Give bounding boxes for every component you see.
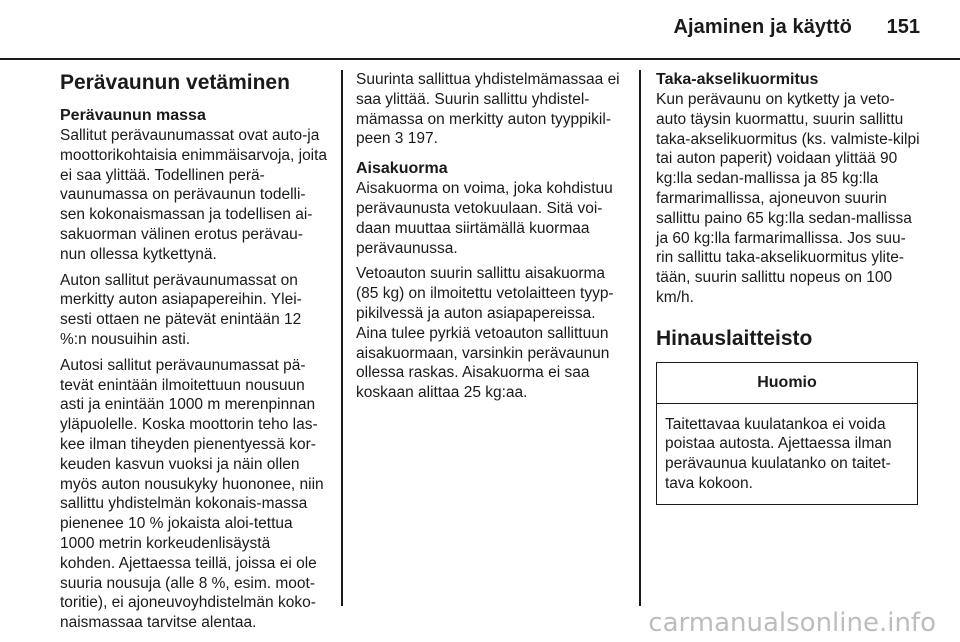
paragraph: Suurinta sallittua yhdistelmämassaa ei saa ylittää. Suurin sallittu yhdistel-mämassa on merkitty auton tyyppikil-peen 3 197. xyxy=(356,71,620,148)
column-2 xyxy=(356,70,626,409)
section-title-trailer-towing: Perävaunun vetäminen xyxy=(60,71,290,94)
paragraph: Sallitut perävaunumassat ovat auto-ja moottorikohtaisia enimmäisarvoja, joita ei saa ylittää. Todellinen perä-vaunumassa on perävaunun todelli-sen kokonaismassan ja todellisen ai-sakuorman välinen erotus perävau-nun ollessa kytkettynä. xyxy=(60,127,328,263)
note-box xyxy=(656,362,918,505)
subheading-trailer-weight: Perävaunun massa xyxy=(60,107,206,124)
page-header xyxy=(0,0,960,56)
paragraph: Aisakuorma on voima, joka kohdistuu perävaunusta vetokuulaan. Sitä voi-daan muuttaa siirtämällä kuormaa perävaunussa. xyxy=(356,180,613,257)
subheading-drawbar-load: Aisakuorma xyxy=(356,160,448,178)
paragraph: Auton sallitut perävaunumassat on merkitty auton asiapapereihin. Ylei-sesti ottaen ne pätevät enintään 12 %:n nousuihin asti. xyxy=(60,271,302,348)
column-1 xyxy=(60,70,328,639)
section-title-towing-equipment: Hinauslaitteisto xyxy=(656,326,813,350)
header-title: Ajaminen ja käyttö xyxy=(673,16,852,38)
note-title: Huomio xyxy=(657,363,917,404)
column-divider-1 xyxy=(341,70,343,606)
column-divider-2 xyxy=(639,70,641,606)
paragraph: Autosi sallitut perävaunumassat pä-tevät enintään ilmoitettuun nousuun asti ja enintään 1000 m merenpinnan yläpuolelle. Koska moottorin teho las-kee ilman tiheyden pienentyessä kor-keuden kasvun vuoksi ja näin ollen myös auton nousukyky huononee, niin sallittu yhdistelmän kokonais-massa pienenee 10 % jokaista aloi-tettua 1000 metrin korkeudenlisäystä kohden. Ajettaessa teillä, joissa ei ole suuria nousuja (alle 8 %, esim. moot-toritie), ei ajoneuvoyhdistelmän koko-naismassaa tarvitse alentaa. xyxy=(60,356,324,632)
note-body: Taitettavaa kuulatankoa ei voida poistaa autosta. Ajettaessa ilman perävaunua kuulatanko on taitet-tava kokoon. xyxy=(665,415,892,492)
column-3 xyxy=(656,70,920,505)
page-number: 151 xyxy=(886,16,920,38)
watermark: carmanualsonline.info xyxy=(648,608,936,638)
paragraph: Vetoauton suurin sallittu aisakuorma (85 kg) on ilmoitettu vetolaitteen tyyp-pikilvessä ja auton asiapapereissa. Aina tulee pyrkiä vetoauton sallittuun aisakuormaan, varsinkin perävaunun ollessa raskas. Aisakuorma ei saa koskaan alittaa 25 kg:aa. xyxy=(356,265,614,402)
subheading-rear-axle-load: Taka-akselikuormitus xyxy=(656,71,819,88)
paragraph: Kun perävaunu on kytketty ja veto-auto täysin kuormattu, suurin sallittu taka-akselikuormitus (ks. valmiste-kilpi tai auton paperit) voidaan ylittää 90 kg:lla sedan-mallissa ja 85 kg:lla farmarimallissa, ajoneuvon suurin sallittu paino 65 kg:lla sedan-mallissa ja 60 kg:lla farmarimallissa. Jos suu-rin sallittu taka-akselikuormitus ylite-tään, suurin sallittu nopeus on 100 km/h. xyxy=(656,91,920,306)
header-divider xyxy=(0,58,960,60)
